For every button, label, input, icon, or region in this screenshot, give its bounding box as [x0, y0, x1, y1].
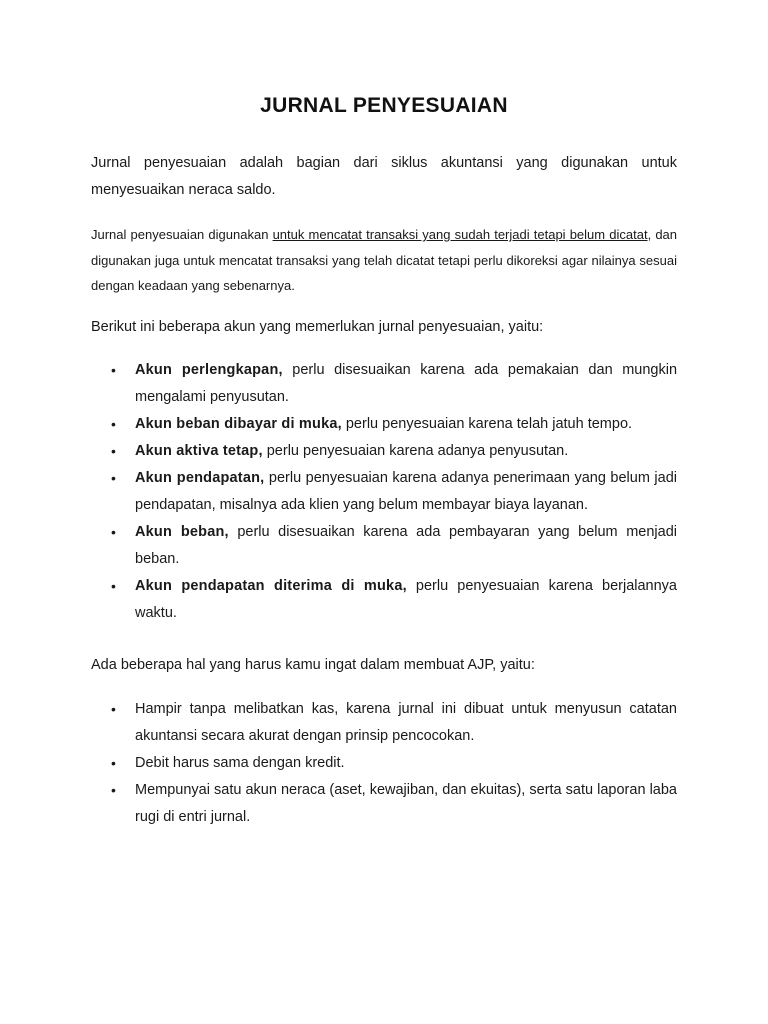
note-text: Mempunyai satu akun neraca (aset, kewajiban, dan ekuitas), serta satu laporan laba rugi di entri jurnal. [135, 782, 677, 825]
list-item [91, 357, 677, 411]
account-description: perlu disesuaikan karena ada pembayaran yang belum menjadi beban. [135, 524, 677, 567]
bullet-icon: • [111, 470, 116, 486]
account-term: Akun aktiva tetap, [135, 443, 263, 459]
account-term: Akun pendapatan diterima di muka, [135, 578, 407, 594]
list-item [91, 465, 677, 519]
list-item [91, 519, 677, 573]
bullet-icon: • [111, 782, 116, 798]
usage-paragraph [91, 222, 677, 299]
bullet-icon: • [111, 755, 116, 771]
account-term: Akun perlengkapan, [135, 362, 283, 378]
bullet-icon: • [111, 701, 116, 717]
account-description: perlu disesuaikan karena ada pemakaian dan mungkin mengalami penyusutan. [135, 362, 678, 405]
document-title: JURNAL PENYESUAIAN [260, 94, 508, 117]
accounts-list [91, 357, 677, 627]
list-item [91, 696, 677, 750]
account-description: perlu penyesuaian karena telah jatuh tempo. [341, 416, 633, 432]
bullet-icon: • [111, 578, 116, 594]
list-item [91, 411, 677, 438]
bullet-icon: • [111, 443, 116, 459]
account-term: Akun beban, [135, 524, 229, 540]
list-item [91, 750, 677, 777]
account-description: perlu penyesuaian karena berjalannya waktu. [135, 578, 677, 621]
list-item [91, 573, 677, 627]
accounts-intro-paragraph: Berikut ini beberapa akun yang memerlukan jurnal penyesuaian, yaitu: [91, 319, 544, 335]
account-term: Akun pendapatan, [135, 470, 265, 486]
note-text: Hampir tanpa melibatkan kas, karena jurnal ini dibuat untuk menyusun catatan akuntansi secara akurat dengan prinsip pencocokan. [135, 701, 677, 744]
account-description: perlu penyesuaian karena adanya penyusutan. [262, 443, 569, 459]
usage-paragraph-suffix: , dan digunakan juga untuk mencatat transaksi yang telah dicatat tetapi perlu dikoreksi agar nilainya sesuai dengan keadaan yang sebenarnya. [91, 227, 678, 293]
ajp-notes-list [91, 696, 677, 831]
bullet-icon: • [111, 524, 116, 540]
ajp-intro-paragraph: Ada beberapa hal yang harus kamu ingat dalam membuat AJP, yaitu: [91, 657, 535, 673]
intro-paragraph: Jurnal penyesuaian adalah bagian dari siklus akuntansi yang digunakan untuk menyesuaikan neraca saldo. [91, 155, 677, 198]
list-item [91, 777, 677, 831]
usage-paragraph-underlined: untuk mencatat transaksi yang sudah terjadi tetapi belum dicatat [272, 227, 648, 242]
account-description: perlu penyesuaian karena adanya penerimaan yang belum jadi pendapatan, misalnya ada klien yang belum membayar biaya layanan. [135, 470, 677, 513]
list-item [91, 438, 677, 465]
note-text: Debit harus sama dengan kredit. [135, 755, 345, 771]
usage-paragraph-prefix: Jurnal penyesuaian digunakan [91, 227, 273, 242]
bullet-icon: • [111, 416, 116, 432]
bullet-icon: • [111, 362, 116, 378]
account-term: Akun beban dibayar di muka, [135, 416, 342, 432]
